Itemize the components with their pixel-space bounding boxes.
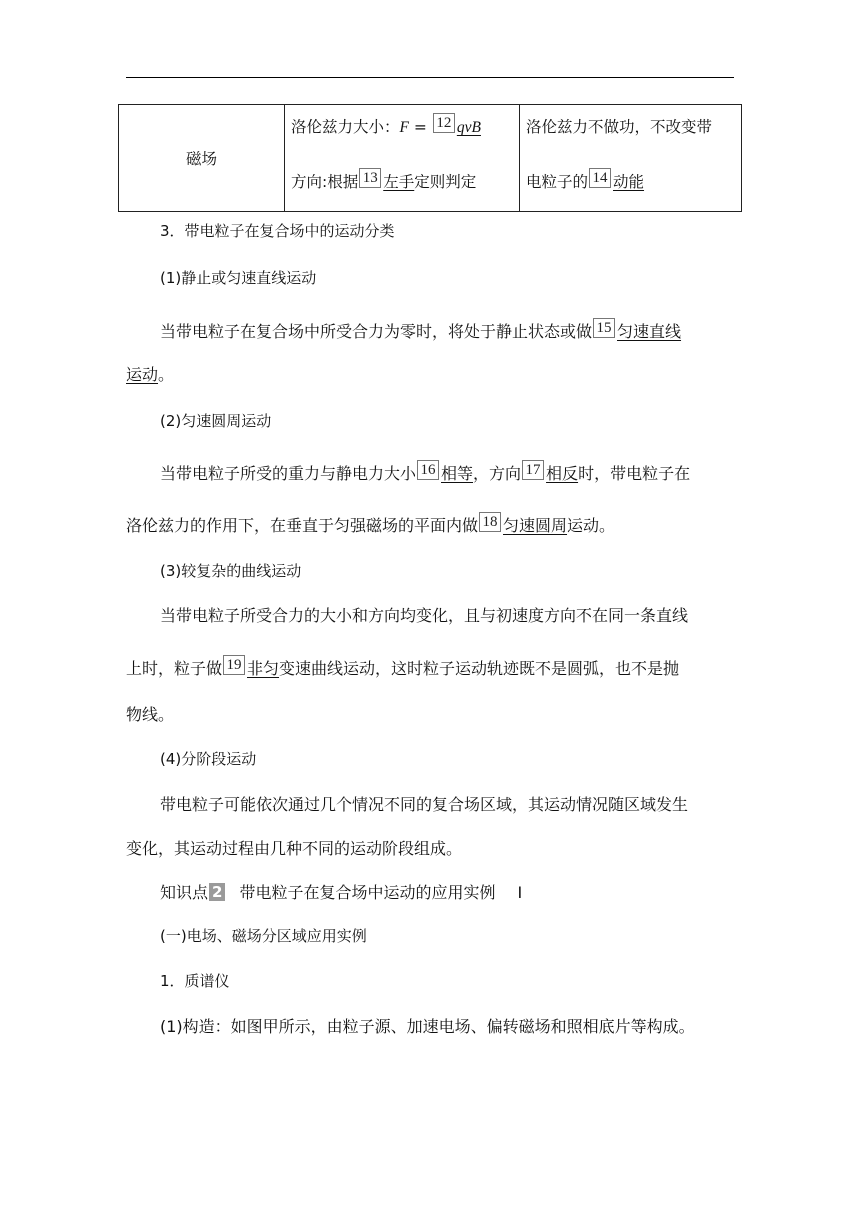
section-heading: 3．带电粒子在复合场中的运动分类	[160, 222, 395, 240]
paragraph-line: 当带电粒子所受的重力与静电力大小 16 相等，方向 17 相反时，带电粒子在	[160, 462, 691, 483]
paragraph-line: 带电粒子可能依次通过几个情况不同的复合场区域，其运动情况随区域发生	[160, 795, 689, 814]
work-line: 电粒子的 14 动能	[526, 170, 645, 191]
answer-text: 非匀	[247, 659, 280, 678]
force-cell	[285, 105, 520, 212]
paragraph-line: 当带电粒子所受合力的大小和方向均变化，且与初速度方向不在同一条直线	[160, 606, 689, 625]
answer-text: 动能	[613, 173, 645, 191]
subsection-heading: (2)匀速圆周运动	[160, 412, 272, 430]
blank-number: 13	[359, 168, 381, 188]
work-line: 洛伦兹力不做功，不改变带	[526, 118, 713, 136]
knowledge-point-badge: 2	[209, 883, 225, 901]
paragraph-line: 变化，其运动过程由几种不同的运动阶段组成。	[126, 839, 463, 858]
subsection-heading: (1)静止或匀速直线运动	[160, 269, 317, 287]
paragraph-line: 运动。	[126, 365, 175, 384]
answer-text: 匀速圆周	[503, 516, 568, 535]
blank-number: 12	[433, 113, 455, 133]
answer-text: 左手	[383, 173, 415, 191]
subsection-heading: (4)分阶段运动	[160, 750, 257, 768]
header-rule	[126, 77, 734, 78]
blank-number: 14	[589, 168, 611, 188]
field-name-cell: 磁场	[119, 105, 285, 212]
knowledge-point-heading: 知识点 2 带电粒子在复合场中运动的应用实例 Ⅰ	[160, 883, 523, 902]
lorentz-magnitude-line: 洛伦兹力大小：F = 12 qvB	[291, 115, 481, 136]
paragraph-line: 物线。	[126, 705, 175, 724]
item-heading: 1．质谱仪	[160, 972, 230, 990]
paragraph-line: 上时，粒子做 19 非匀变速曲线运动，这时粒子运动轨迹既不是圆弧，也不是抛	[126, 657, 680, 678]
blank-number: 19	[223, 655, 245, 675]
formula-symbol: F	[399, 119, 409, 136]
part-heading: (一)电场、磁场分区域应用实例	[160, 927, 367, 945]
magnetic-field-table	[118, 104, 742, 212]
paragraph-line: 洛伦兹力的作用下，在垂直于匀强磁场的平面内做 18 匀速圆周运动。	[126, 514, 616, 535]
paragraph-line: 当带电粒子在复合场中所受合力为零时，将处于静止状态或做 15 匀速直线	[160, 320, 682, 341]
paragraph-line: (1)构造：如图甲所示，由粒子源、加速电场、偏转磁场和照相底片等构成。	[160, 1017, 695, 1036]
direction-line: 方向:根据 13 左手定则判定	[291, 170, 477, 191]
answer-text: 运动	[126, 365, 159, 384]
answer-text: 相反	[546, 464, 579, 483]
blank-number: 16	[417, 460, 439, 480]
blank-number: 15	[593, 318, 615, 338]
answer-text: 相等	[441, 464, 474, 483]
answer-text: 匀速直线	[617, 322, 682, 341]
level-marker: Ⅰ	[517, 883, 523, 902]
work-cell	[520, 105, 742, 212]
blank-number: 18	[479, 512, 501, 532]
subsection-heading: (3)较复杂的曲线运动	[160, 562, 302, 580]
answer-text: qvB	[456, 119, 481, 136]
table-row	[119, 105, 742, 212]
blank-number: 17	[522, 460, 544, 480]
